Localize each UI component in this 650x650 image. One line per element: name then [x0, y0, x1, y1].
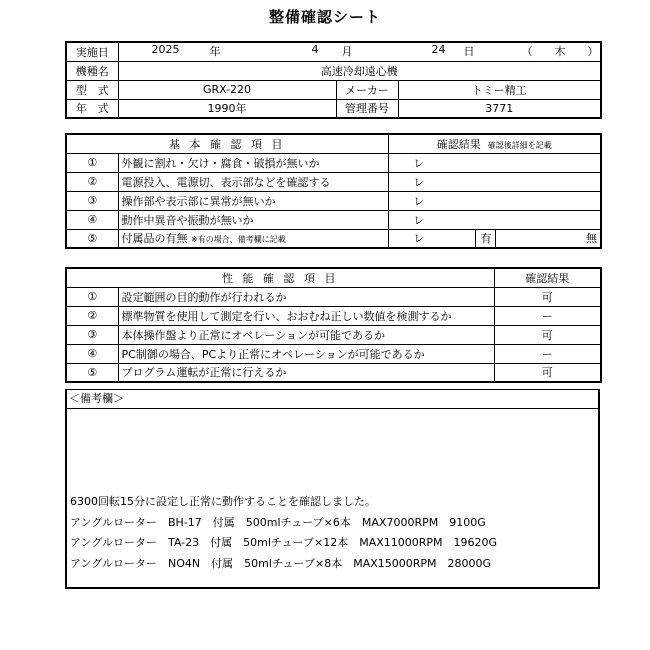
- basic-header: 基 本 確 認 項 目: [66, 134, 388, 153]
- perf-row-text: 設定範囲の目的動作が行われるか: [118, 287, 494, 306]
- perf-row-result: 可: [494, 325, 601, 344]
- model-label: 型 式: [66, 80, 118, 99]
- perf-row-num: ⑤: [66, 363, 118, 382]
- date-day: 24: [431, 43, 446, 57]
- perf-row-num: ③: [66, 325, 118, 344]
- perf-row-text: PC制御の場合、PCより正常にオペレーションが可能であるか: [118, 344, 494, 363]
- maker-label: メーカー: [336, 80, 398, 99]
- basic-last-text: [118, 229, 388, 248]
- model-value: GRX-220: [118, 80, 336, 99]
- basic-row-check: レ: [413, 194, 425, 208]
- perf-check-table: [65, 267, 602, 383]
- date-month: 4: [311, 43, 319, 57]
- date-label: 実施日: [66, 42, 118, 61]
- perf-row: [66, 344, 601, 363]
- basic-last-label: 付属品の有無: [121, 232, 188, 246]
- date-weekday: （ 木 ）: [521, 45, 599, 59]
- perf-header: 性 能 確 認 項 目: [66, 268, 494, 287]
- basic-last-yes: 有: [475, 229, 495, 248]
- remarks-notes: [70, 492, 497, 574]
- basic-row-text: 動作中異音や振動が無いか: [118, 210, 388, 229]
- basic-row: [66, 191, 601, 210]
- perf-row-num: ②: [66, 306, 118, 325]
- basic-row-result: [388, 210, 601, 229]
- basic-row-num: ②: [66, 172, 118, 191]
- remarks-box: [65, 389, 600, 589]
- remarks-divider: [67, 408, 598, 409]
- basic-row-result: [388, 191, 601, 210]
- perf-row-result: ー: [494, 306, 601, 325]
- basic-last-result: レ: [413, 232, 425, 246]
- basic-result-header: [388, 134, 601, 153]
- basic-check-table: [65, 133, 602, 249]
- remarks-line: 6300回転15分に設定し正常に動作することを確認しました。: [70, 495, 376, 508]
- perf-row-text: プログラム運転が正常に行えるか: [118, 363, 494, 382]
- perf-row-result: 可: [494, 287, 601, 306]
- perf-row-num: ④: [66, 344, 118, 363]
- perf-row-text: 標準物質を使用して測定を行い、おおむね正しい数値を検測するか: [118, 306, 494, 325]
- machine-label: 機種名: [66, 61, 118, 80]
- basic-row-num: ③: [66, 191, 118, 210]
- mgmt-label: 管理番号: [336, 99, 398, 118]
- date-year-unit: 年: [209, 45, 221, 59]
- basic-last-note: ※有の場合、備考欄に記載: [191, 235, 286, 245]
- basic-row: [66, 172, 601, 191]
- remarks-line: アングルローター TA-23 付属 50mlチューブ×12本 MAX11000RPM 19620G: [70, 536, 498, 549]
- perf-row: [66, 306, 601, 325]
- remarks-line: アングルローター BH-17 付属 500mlチューブ×6本 MAX7000RPM 9100G: [70, 515, 486, 529]
- basic-row-num: ①: [66, 153, 118, 172]
- date-day-unit: 日: [463, 45, 475, 59]
- page-title: 整備確認シート: [268, 8, 381, 26]
- basic-row: [66, 210, 601, 229]
- basic-row: [66, 153, 601, 172]
- mgmt-value: 3771: [398, 99, 601, 118]
- date-year: 2025: [151, 43, 180, 57]
- basic-row-result: [388, 172, 601, 191]
- basic-result-sub: 確認後詳細を記載: [487, 140, 552, 150]
- basic-last-no: 無: [495, 229, 601, 248]
- basic-row-result: [388, 153, 601, 172]
- basic-row-text: 電源投入、電源切、表示部などを確認する: [118, 172, 388, 191]
- date-value: [118, 42, 601, 61]
- perf-row-text: 本体操作盤より正常にオペレーションが可能であるか: [118, 325, 494, 344]
- basic-row-check: レ: [413, 156, 425, 170]
- perf-row: [66, 287, 601, 306]
- perf-row-result: ー: [494, 344, 601, 363]
- remarks-line: アングルローター NO4N 付属 50mlチューブ×8本 MAX15000RPM 28000G: [70, 556, 492, 570]
- perf-row: [66, 325, 601, 344]
- year-model-label: 年 式: [66, 99, 118, 118]
- basic-row-check: レ: [413, 213, 425, 227]
- perf-result-header: 確認結果: [494, 268, 601, 287]
- perf-row-num: ①: [66, 287, 118, 306]
- basic-last-result-cell: [388, 229, 475, 248]
- basic-row-check: レ: [413, 175, 425, 189]
- year-model-value: 1990年: [118, 99, 336, 118]
- perf-row: [66, 363, 601, 382]
- remarks-label: ＜備考欄＞: [69, 392, 124, 405]
- basic-last-num: ⑤: [66, 229, 118, 248]
- info-table: [65, 41, 602, 119]
- perf-row-result: 可: [494, 363, 601, 382]
- basic-result-title: 確認結果: [436, 137, 481, 151]
- machine-value: 高速冷却遠心機: [118, 61, 601, 80]
- basic-row-num: ④: [66, 210, 118, 229]
- basic-row-text: 操作部や表示部に異常が無いか: [118, 191, 388, 210]
- date-month-unit: 月: [341, 45, 353, 59]
- maker-value: トミー精工: [398, 80, 601, 99]
- basic-row-text: 外観に割れ・欠け・腐食・破損が無いか: [118, 153, 388, 172]
